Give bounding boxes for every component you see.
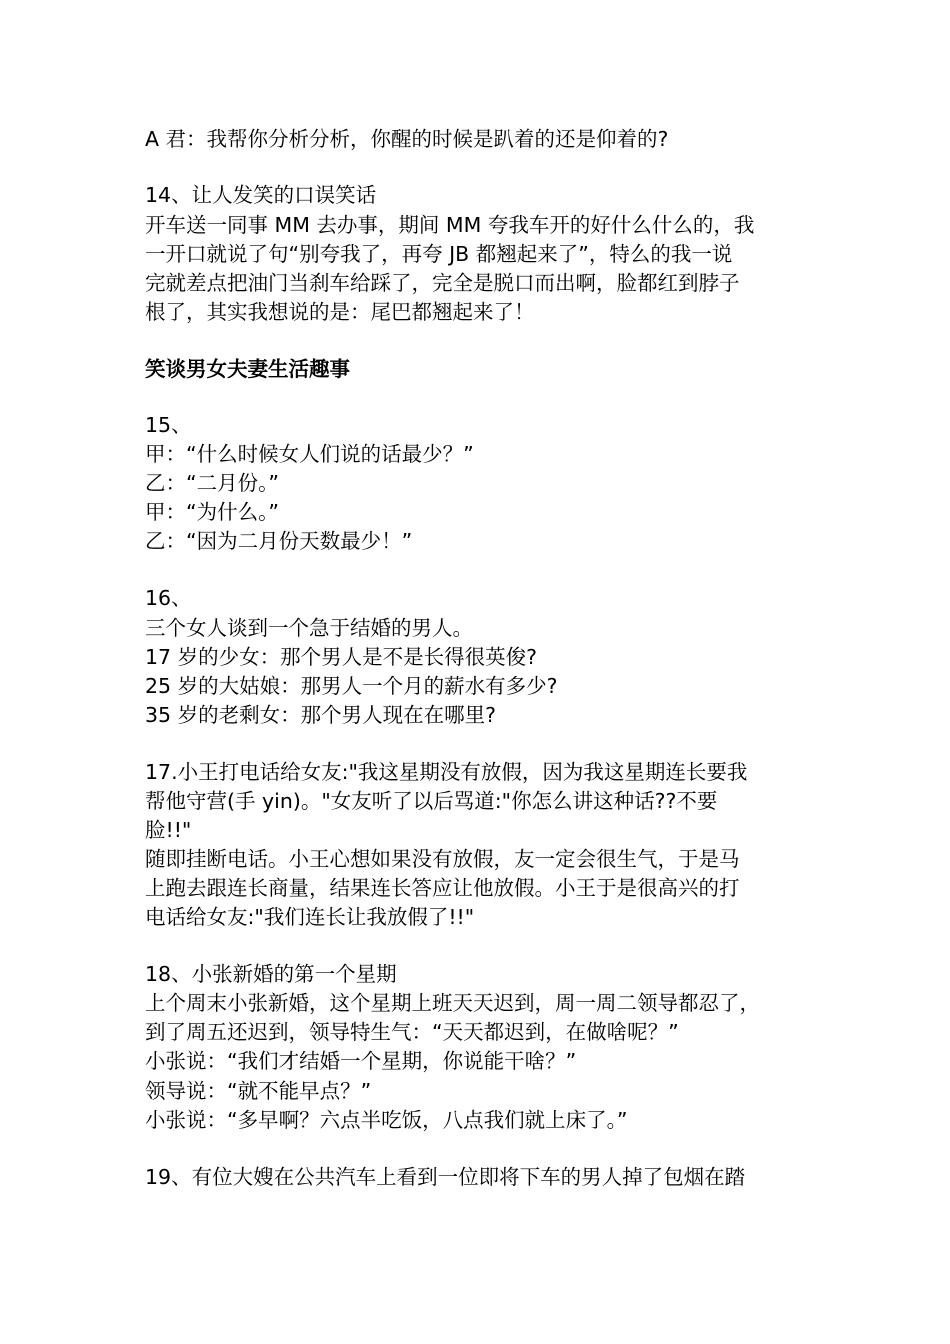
section-title: 14、让人发笑的口误笑话 bbox=[145, 183, 377, 207]
text-line: 上跑去跟连长商量，结果连长答应让他放假。小王于是很高兴的打 bbox=[145, 876, 740, 900]
text-line: A 君：我帮你分析分析，你醒的时候是趴着的还是仰着的? bbox=[145, 127, 669, 151]
text-line: 19、有位大嫂在公共汽车上看到一位即将下车的男人掉了包烟在踏 bbox=[145, 1165, 746, 1189]
text-line: 根了，其实我想说的是：尾巴都翘起来了！ bbox=[145, 300, 535, 324]
text-line: 到了周五还迟到，领导特生气：“天天都迟到，在做啥呢？” bbox=[145, 1020, 679, 1044]
section-number: 16、 bbox=[145, 586, 192, 610]
text-line: 17 岁的少女：那个男人是不是长得很英俊? bbox=[145, 645, 537, 669]
text-line: 三个女人谈到一个急于结婚的男人。 bbox=[145, 616, 473, 640]
text-line: 电话给女友:"我们连长让我放假了!!" bbox=[145, 905, 475, 929]
dialogue-line: 小张说：“多早啊？六点半吃饭，八点我们就上床了。” bbox=[145, 1108, 628, 1132]
dialogue-line: 小张说：“我们才结婚一个星期，你说能干啥？” bbox=[145, 1049, 577, 1073]
bold-heading: 笑谈男女夫妻生活趣事 bbox=[145, 357, 350, 381]
dialogue-line: 甲：“为什么。” bbox=[145, 500, 279, 524]
text-line: 一开口就说了句“别夸我了，再夸 JB 都翘起来了”，特么的我一说 bbox=[145, 242, 733, 266]
dialogue-line: 甲：“什么时候女人们说的话最少？” bbox=[145, 442, 474, 466]
dialogue-line: 乙：“因为二月份天数最少！” bbox=[145, 529, 413, 553]
text-line: 35 岁的老剩女：那个男人现在在哪里? bbox=[145, 703, 496, 727]
text-line: 开车送一同事 MM 去办事，期间 MM 夸我车开的好什么什么的，我 bbox=[145, 213, 755, 237]
text-line: 随即挂断电话。小王心想如果没有放假，友一定会很生气，于是马 bbox=[145, 847, 740, 871]
section-title: 18、小张新婚的第一个星期 bbox=[145, 962, 397, 986]
text-line: 帮他守营(手 yin)。"女友听了以后骂道:"你怎么讲这种话??不要 bbox=[145, 789, 718, 813]
text-line: 上个周末小张新婚，这个星期上班天天迟到，周一周二领导都忍了， bbox=[145, 991, 760, 1015]
text-line: 17.小王打电话给女友:"我这星期没有放假，因为我这星期连长要我 bbox=[145, 760, 748, 784]
text-line: 完就差点把油门当刹车给踩了，完全是脱口而出啊，脸都红到脖子 bbox=[145, 271, 740, 295]
text-line: 脸!!" bbox=[145, 818, 192, 842]
dialogue-line: 领导说：“就不能早点？” bbox=[145, 1079, 372, 1103]
text-line: 25 岁的大姑娘：那男人一个月的薪水有多少? bbox=[145, 674, 558, 698]
dialogue-line: 乙：“二月份。” bbox=[145, 471, 279, 495]
section-number: 15、 bbox=[145, 413, 192, 437]
